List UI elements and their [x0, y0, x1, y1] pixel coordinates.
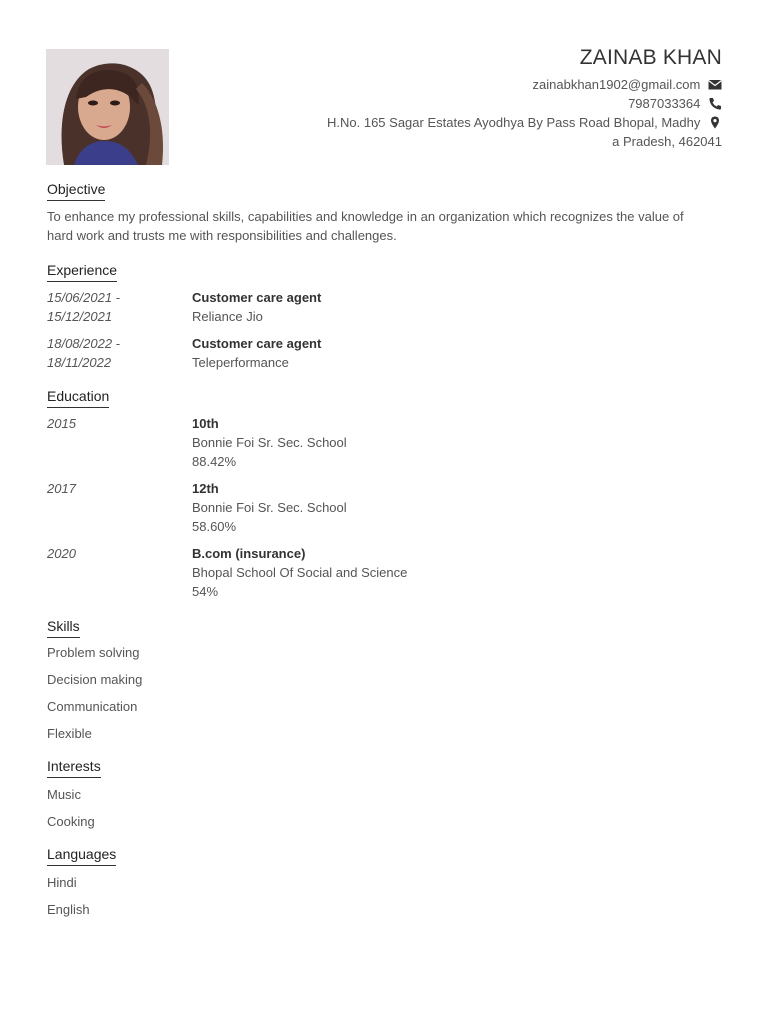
envelope-icon	[708, 77, 722, 90]
experience-role: Customer care agent	[192, 290, 322, 305]
skill-item: Communication	[47, 699, 138, 714]
language-item: Hindi	[47, 875, 77, 890]
address-block	[302, 113, 722, 151]
experience-role: Customer care agent	[192, 336, 322, 351]
education-school: Bonnie Foi Sr. Sec. School	[192, 500, 347, 515]
address-line2: a Pradesh, 462041	[612, 134, 722, 149]
education-heading: Education	[47, 387, 109, 408]
education-degree: 12th	[192, 481, 219, 496]
experience-date	[47, 334, 167, 372]
experience-date-start: 18/08/2022 -	[47, 336, 121, 351]
phone-icon	[708, 96, 722, 109]
experience-company: Teleperformance	[192, 355, 289, 370]
profile-photo	[46, 49, 169, 165]
education-degree: B.com (insurance)	[192, 546, 306, 561]
address-line1: H.No. 165 Sagar Estates Ayodhya By Pass Road Bhopal, Madhy	[327, 115, 701, 130]
skill-item: Decision making	[47, 672, 143, 687]
interests-heading: Interests	[47, 757, 101, 778]
education-school: Bhopal School Of Social and Science	[192, 565, 408, 580]
interest-item: Cooking	[47, 814, 95, 829]
skill-item: Problem solving	[47, 645, 140, 660]
education-year: 2020	[47, 546, 76, 561]
resume-header	[302, 44, 722, 151]
language-item: English	[47, 902, 90, 917]
experience-date	[47, 288, 167, 326]
objective-line1: To enhance my professional skills, capabilities and knowledge in an organization which recognizes the value of	[47, 209, 684, 224]
email-line	[302, 75, 722, 94]
phone-text[interactable]: 7987033364	[628, 96, 701, 111]
education-score: 58.60%	[192, 519, 237, 534]
education-year: 2015	[47, 416, 76, 431]
experience-heading: Experience	[47, 261, 117, 282]
languages-heading: Languages	[47, 845, 116, 866]
education-score: 88.42%	[192, 454, 237, 469]
phone-line	[302, 94, 722, 113]
education-year: 2017	[47, 481, 76, 496]
skills-heading: Skills	[47, 617, 80, 638]
experience-date-end: 18/11/2022	[47, 355, 112, 370]
experience-detail	[192, 288, 712, 326]
skill-item: Flexible	[47, 726, 92, 741]
education-school: Bonnie Foi Sr. Sec. School	[192, 435, 347, 450]
interest-item: Music	[47, 787, 81, 802]
map-pin-icon	[708, 115, 722, 128]
objective-text	[47, 207, 719, 245]
objective-heading: Objective	[47, 180, 105, 201]
experience-company: Reliance Jio	[192, 309, 263, 324]
experience-date-end: 15/12/2021	[47, 309, 113, 324]
experience-date-start: 15/06/2021 -	[47, 290, 121, 305]
objective-line2: hard work and trusts me with responsibilities and challenges.	[47, 228, 397, 243]
education-detail	[192, 544, 712, 601]
email-text[interactable]: zainabkhan1902@gmail.com	[532, 77, 701, 92]
education-detail	[192, 414, 712, 471]
candidate-name: ZAINAB KHAN	[579, 46, 722, 69]
education-score: 54%	[192, 584, 219, 599]
education-detail	[192, 479, 712, 536]
experience-detail	[192, 334, 712, 372]
education-degree: 10th	[192, 416, 219, 431]
